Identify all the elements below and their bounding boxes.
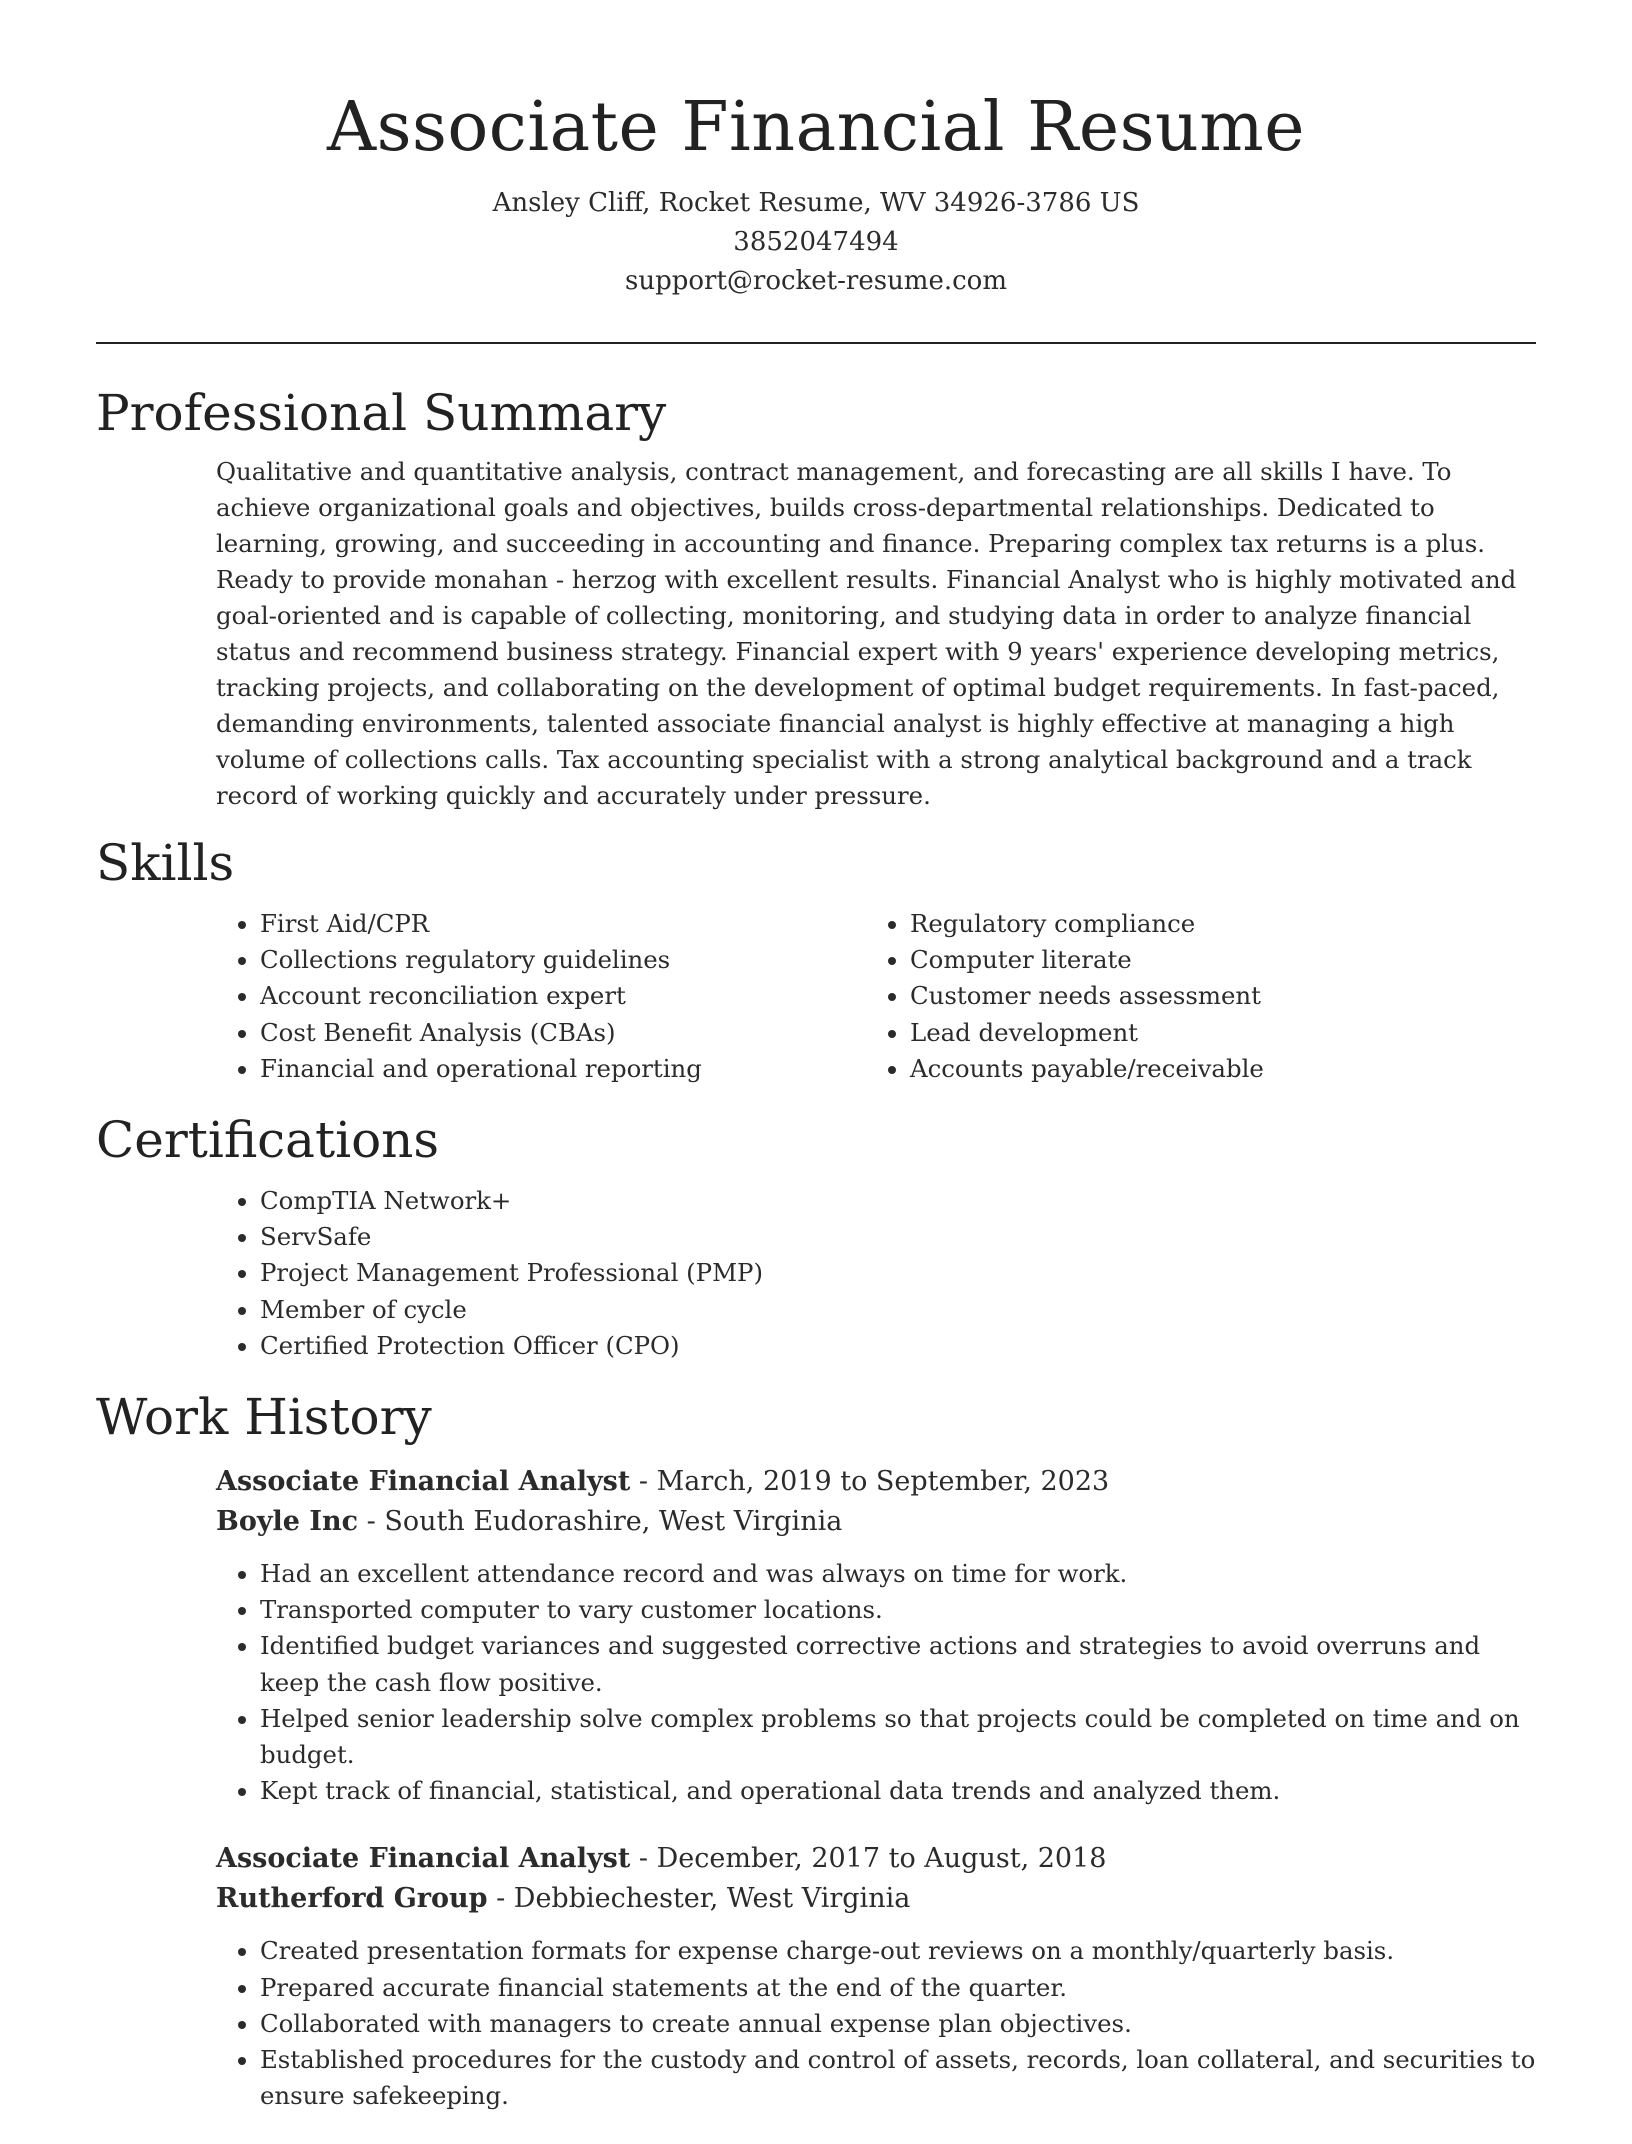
job-bullet: • Collaborated with managers to create annual expense plan objectives. (260, 2006, 1536, 2042)
job-company-line (216, 1502, 1536, 1542)
skill-item: • Customer needs assessment (910, 978, 1516, 1014)
job-dates: - December, 2017 to August, 2018 (630, 1843, 1107, 1875)
contact-address: Ansley Cliff, Rocket Resume, WV 34926-3786 US (492, 188, 1140, 218)
skill-item: • First Aid/CPR (260, 906, 866, 942)
job-bullet: • Created presentation formats for expense charge-out reviews on a monthly/quarterly basis. (260, 1933, 1536, 1969)
job-title-line (216, 1839, 1536, 1879)
job-bullet: • Helped senior leadership solve complex problems so that projects could be completed on time and on budget. (260, 1701, 1536, 1773)
skills-column-right (866, 906, 1516, 1087)
resume-header (0, 0, 1632, 301)
job-company: Boyle Inc (216, 1506, 359, 1538)
resume-title: Associate Financial Resume (326, 88, 1306, 167)
job-location: - South Eudorashire, West Virginia (358, 1506, 843, 1538)
summary-section (96, 378, 1536, 814)
certifications-heading: Certifications (96, 1111, 440, 1170)
skill-item: • Collections regulatory guidelines (260, 942, 866, 978)
job-bullet: • Had an excellent attendance record and was always on time for work. (260, 1556, 1536, 1592)
work-history-section (96, 1382, 1536, 2114)
job-bullet: • Transported computer to vary customer locations. (260, 1592, 1536, 1628)
skill-item: • Account reconciliation expert (260, 978, 866, 1014)
skill-item: • Lead development (910, 1015, 1516, 1051)
certifications-list (216, 1183, 1536, 1364)
job-bullet: • Identified budget variances and suggested corrective actions and strategies to avoid overruns and keep the cash flow positive. (260, 1628, 1536, 1700)
skills-column-left (216, 906, 866, 1087)
skill-item: • Computer literate (910, 942, 1516, 978)
contact-phone: 3852047494 (733, 227, 899, 257)
job-company: Rutherford Group (216, 1883, 488, 1915)
job-entry (216, 1839, 1536, 2114)
job-company-line (216, 1879, 1536, 1919)
skill-item: • Regulatory compliance (910, 906, 1516, 942)
job-bullets (216, 1933, 1536, 2114)
skills-columns (216, 906, 1536, 1087)
skills-heading: Skills (96, 834, 235, 892)
certification-item: • Certified Protection Officer (CPO) (260, 1328, 1536, 1364)
skills-section (96, 828, 1536, 1087)
job-bullet: • Established procedures for the custody and control of assets, records, loan collateral, and securities to ensure safekeeping. (260, 2042, 1536, 2114)
job-title: Associate Financial Analyst (216, 1466, 631, 1498)
job-title: Associate Financial Analyst (216, 1843, 631, 1875)
summary-text: Qualitative and quantitative analysis, contract management, and forecasting are all skills I have. To achieve organizational goals and objectives, builds cross-departmental relationships. Dedicated to learning, growing, and succeeding in accounting and finance. Preparing complex tax returns is a plus. Ready to provide monahan - herzog with excellent results. Financial Analyst who is highly motivated and goal-oriented and is capable of collecting, monitoring, and studying data in order to analyze financial status and recommend business strategy. Financial expert with 9 years' experience developing metrics, tracking projects, and collaborating on the development of optimal budget requirements. In fast-paced, demanding environments, talented associate financial analyst is highly effective at managing a high volume of collections calls. Tax accounting specialist with a strong analytical background and a track record of working quickly and accurately under pressure. (216, 457, 1517, 810)
certification-item: • ServSafe (260, 1219, 1536, 1255)
job-location: - Debbiechester, West Virginia (487, 1883, 911, 1915)
job-bullet: • Kept track of financial, statistical, and operational data trends and analyzed them. (260, 1773, 1536, 1809)
certification-item: • Member of cycle (260, 1292, 1536, 1328)
job-entry (216, 1462, 1536, 1809)
certification-item: • CompTIA Network+ (260, 1183, 1536, 1219)
certification-item: • Project Management Professional (PMP) (260, 1255, 1536, 1291)
job-bullets (216, 1556, 1536, 1809)
contact-block (0, 184, 1632, 301)
resume-content (96, 378, 1536, 2144)
certifications-section (96, 1105, 1536, 1364)
contact-email: support@rocket-resume.com (624, 266, 1007, 296)
job-bullet: • Prepared accurate financial statements at the end of the quarter. (260, 1970, 1536, 2006)
skill-item: • Cost Benefit Analysis (CBAs) (260, 1015, 866, 1051)
skill-item: • Financial and operational reporting (260, 1051, 866, 1087)
summary-heading: Professional Summary (96, 384, 667, 442)
job-dates: - March, 2019 to September, 2023 (630, 1466, 1110, 1498)
skill-item: • Accounts payable/receivable (910, 1051, 1516, 1087)
work-history-heading: Work History (96, 1388, 432, 1447)
job-title-line (216, 1462, 1536, 1502)
header-divider (96, 342, 1536, 344)
